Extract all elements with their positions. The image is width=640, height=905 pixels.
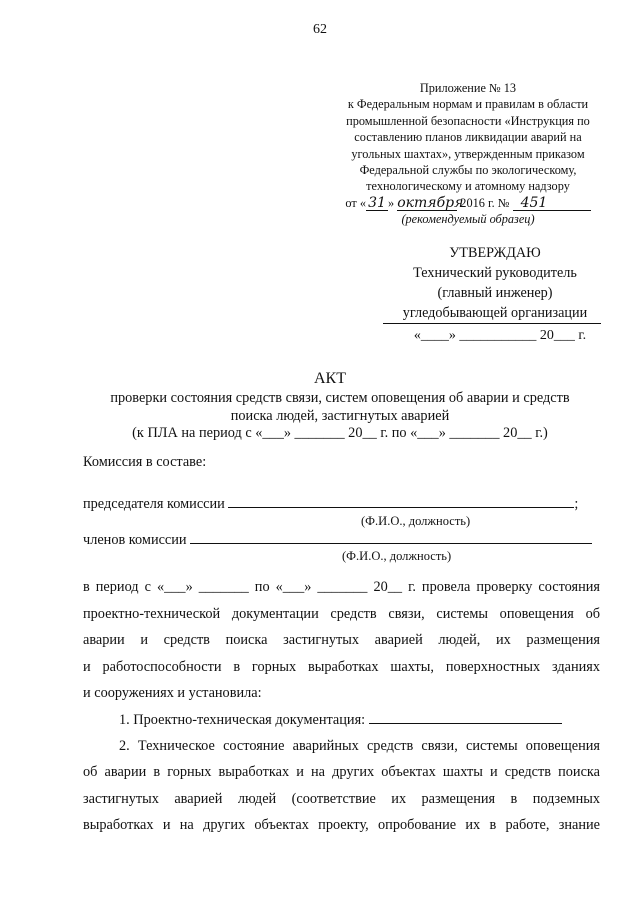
item1-blank [369,711,562,724]
paragraph-line: проектно-технической документации средств связи, системы оповещения об [83,606,600,622]
appendix-line: составлению планов ликвидации аварий на [354,130,582,145]
order-month: октября [397,194,464,211]
subtitle-line: проверки состояния средств связи, систем оповещения об аварии и средств [110,390,570,406]
paragraph-line: и работоспособности в горных выработках шахты, поверхностных зданиях [83,659,600,675]
chairman-caption: (Ф.И.О., должность) [361,514,471,528]
commission-header: Комиссия в составе: [83,454,207,470]
appendix-header [318,80,618,228]
approval-line: УТВЕРЖДАЮ [449,245,541,261]
date-prefix: от « [345,195,366,210]
order-year: 2016 г. № [457,195,513,210]
approval-line: (главный инженер) [437,285,553,301]
paragraph-line: в период с «___» _______ по «___» _______ 20__ г. провела проверку состояния [83,579,600,595]
appendix-line: технологическому и атомному надзору [366,179,570,194]
subtitle-period: (к ПЛА на период с «___» _______ 20__ г. по «___» _______ 20__ г.) [132,425,548,441]
subtitle-line: поиска людей, застигнутых аварией [230,407,450,424]
paragraph-line: 2. Техническое состояние аварийных средств связи, системы оповещения [119,738,600,754]
approval-date: «____» ___________ 20___ г. [413,328,587,343]
appendix-line: Приложение № 13 [419,81,517,95]
members-blank [190,531,592,544]
document-subtitle [70,390,610,443]
paragraph-line: об аварии в горных выработках и на других объектах шахты и средств поиска [83,764,600,780]
paragraph-line: аварии и средств поиска застигнутых аварией людей, их размещения [83,632,600,648]
paragraph-line: выработках и на других объектах проекту, опробование их в работе, знание [83,817,600,833]
approval-block [370,243,620,323]
appendix-line: Федеральной службы по экологическому, [359,163,577,178]
chairman-row [83,495,603,513]
order-date-line [318,195,618,211]
item1-label: 1. Проектно-техническая документация: [119,712,366,728]
appendix-line: угольных шахтах», утвержденным приказом [351,146,585,161]
members-caption: (Ф.И.О., должность) [342,549,452,563]
approval-line: Технический руководитель [413,265,577,281]
appendix-line: к Федеральным нормам и правилам в области [347,97,589,112]
paragraph-line: застигнутых аварией людей (соответствие их размещения в подземных [83,791,600,807]
approval-line: угледобывающей организации [402,305,588,321]
appendix-line: промышленной безопасности «Инструкция по [346,113,590,128]
members-row [83,531,600,549]
document-title: АКТ [314,370,346,387]
paragraph-line: и сооружениях и установила: [83,685,262,701]
sample-note: (рекомендуемый образец) [401,212,535,227]
date-mid: » [388,195,398,210]
page-number: 62 [313,22,327,37]
members-label: членов комиссии [83,532,187,548]
signature-line [383,323,601,324]
item1-row [119,711,599,729]
order-day: 31 [366,196,388,211]
chairman-blank [228,495,574,508]
order-number: 451 [513,196,591,211]
chairman-end: ; [574,496,579,512]
chairman-label: председателя комиссии [83,496,225,512]
